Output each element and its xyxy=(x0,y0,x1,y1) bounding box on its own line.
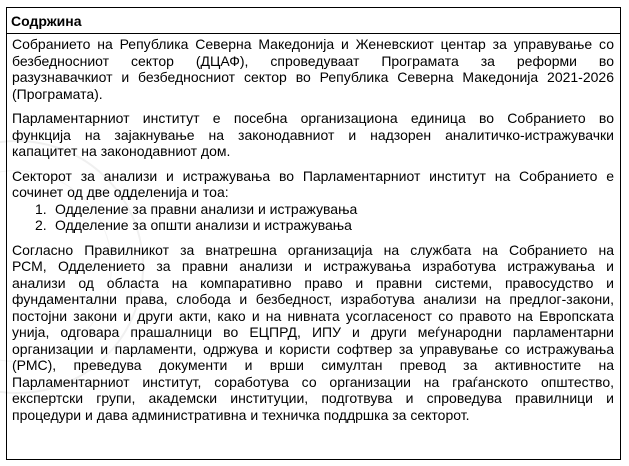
list-item xyxy=(12,201,614,218)
text-line: капацитет на законодавниот дом. xyxy=(12,143,231,159)
text-line: Секторот за анализи и истражувања во Парламентарниот институт на Собранието е xyxy=(12,167,614,184)
paragraph-rulebook xyxy=(12,242,614,424)
list-item-text: Одделение за правни анализи и истражувања xyxy=(55,200,358,217)
list-item-number: 1. xyxy=(35,200,47,217)
text-line: процедури и дава административна и техничка поддршка за секторот. xyxy=(12,406,470,423)
text-line: разузнавачкиот и безбедносниот сектор во Република Северна Македонија 2021-2026 xyxy=(12,69,614,85)
section-heading: Содржина xyxy=(7,8,620,34)
text-line: анализи од областа на компаративно право и правни системи, правосудство и xyxy=(12,274,614,291)
text-line: организации и парламенти, одржува и користи софтвер за управување со истражувања xyxy=(12,340,614,357)
text-line: постојни закони и други акти, како и на нивната усогласеност со правото на Европската xyxy=(12,307,614,324)
text-line: РСМ, Одделението за правни анализи и истражувања изработува истражувања и xyxy=(12,258,614,274)
text-line: експертски групи, академски институции, подготвува и спроведува правилници и xyxy=(12,390,614,406)
text-line: Парламентарниот институт, соработува со организации на граѓанското општество, xyxy=(12,373,614,390)
list-item xyxy=(12,217,614,234)
list-item-number: 2. xyxy=(35,217,47,233)
text-line: (РМС), преведува документи и врши симултан превод за активностите на xyxy=(12,357,614,373)
list-item-text: Одделение за општи анализи и истражувања xyxy=(55,217,352,233)
text-line: функција на зајакнување на законодавниот и надзорен аналитичко-истражувачки xyxy=(12,126,614,143)
text-line: унија, одговара прашалници во ЕЦПРД, ИПУ и други меѓународни парламентарни xyxy=(12,324,614,340)
paragraph-sector xyxy=(12,168,614,201)
text-line: безбедносниот сектор (ДЦАФ), спроведуваат Програмата за реформи во xyxy=(12,52,614,69)
text-line: фундаментални права, слобода и безбедност, изработува анализи на предлог-закони, xyxy=(12,291,614,307)
text-line: (Програмата). xyxy=(12,85,103,102)
text-line: Согласно Правилникот за внатрешна организација на службата на Собранието на xyxy=(12,241,614,258)
text-line: Парламентарниот институт е посебна организациона единица во Собранието во xyxy=(12,110,614,126)
paragraph-institute xyxy=(12,110,614,160)
text-line: Собранието на Република Северна Македонија и Женевскиот центар за управување со xyxy=(12,36,614,52)
departments-list xyxy=(12,201,614,234)
paragraph-program xyxy=(12,36,614,102)
content-box xyxy=(6,7,621,460)
content-body xyxy=(7,34,620,423)
text-line: сочинет од две одделенија и тоа: xyxy=(12,184,229,200)
